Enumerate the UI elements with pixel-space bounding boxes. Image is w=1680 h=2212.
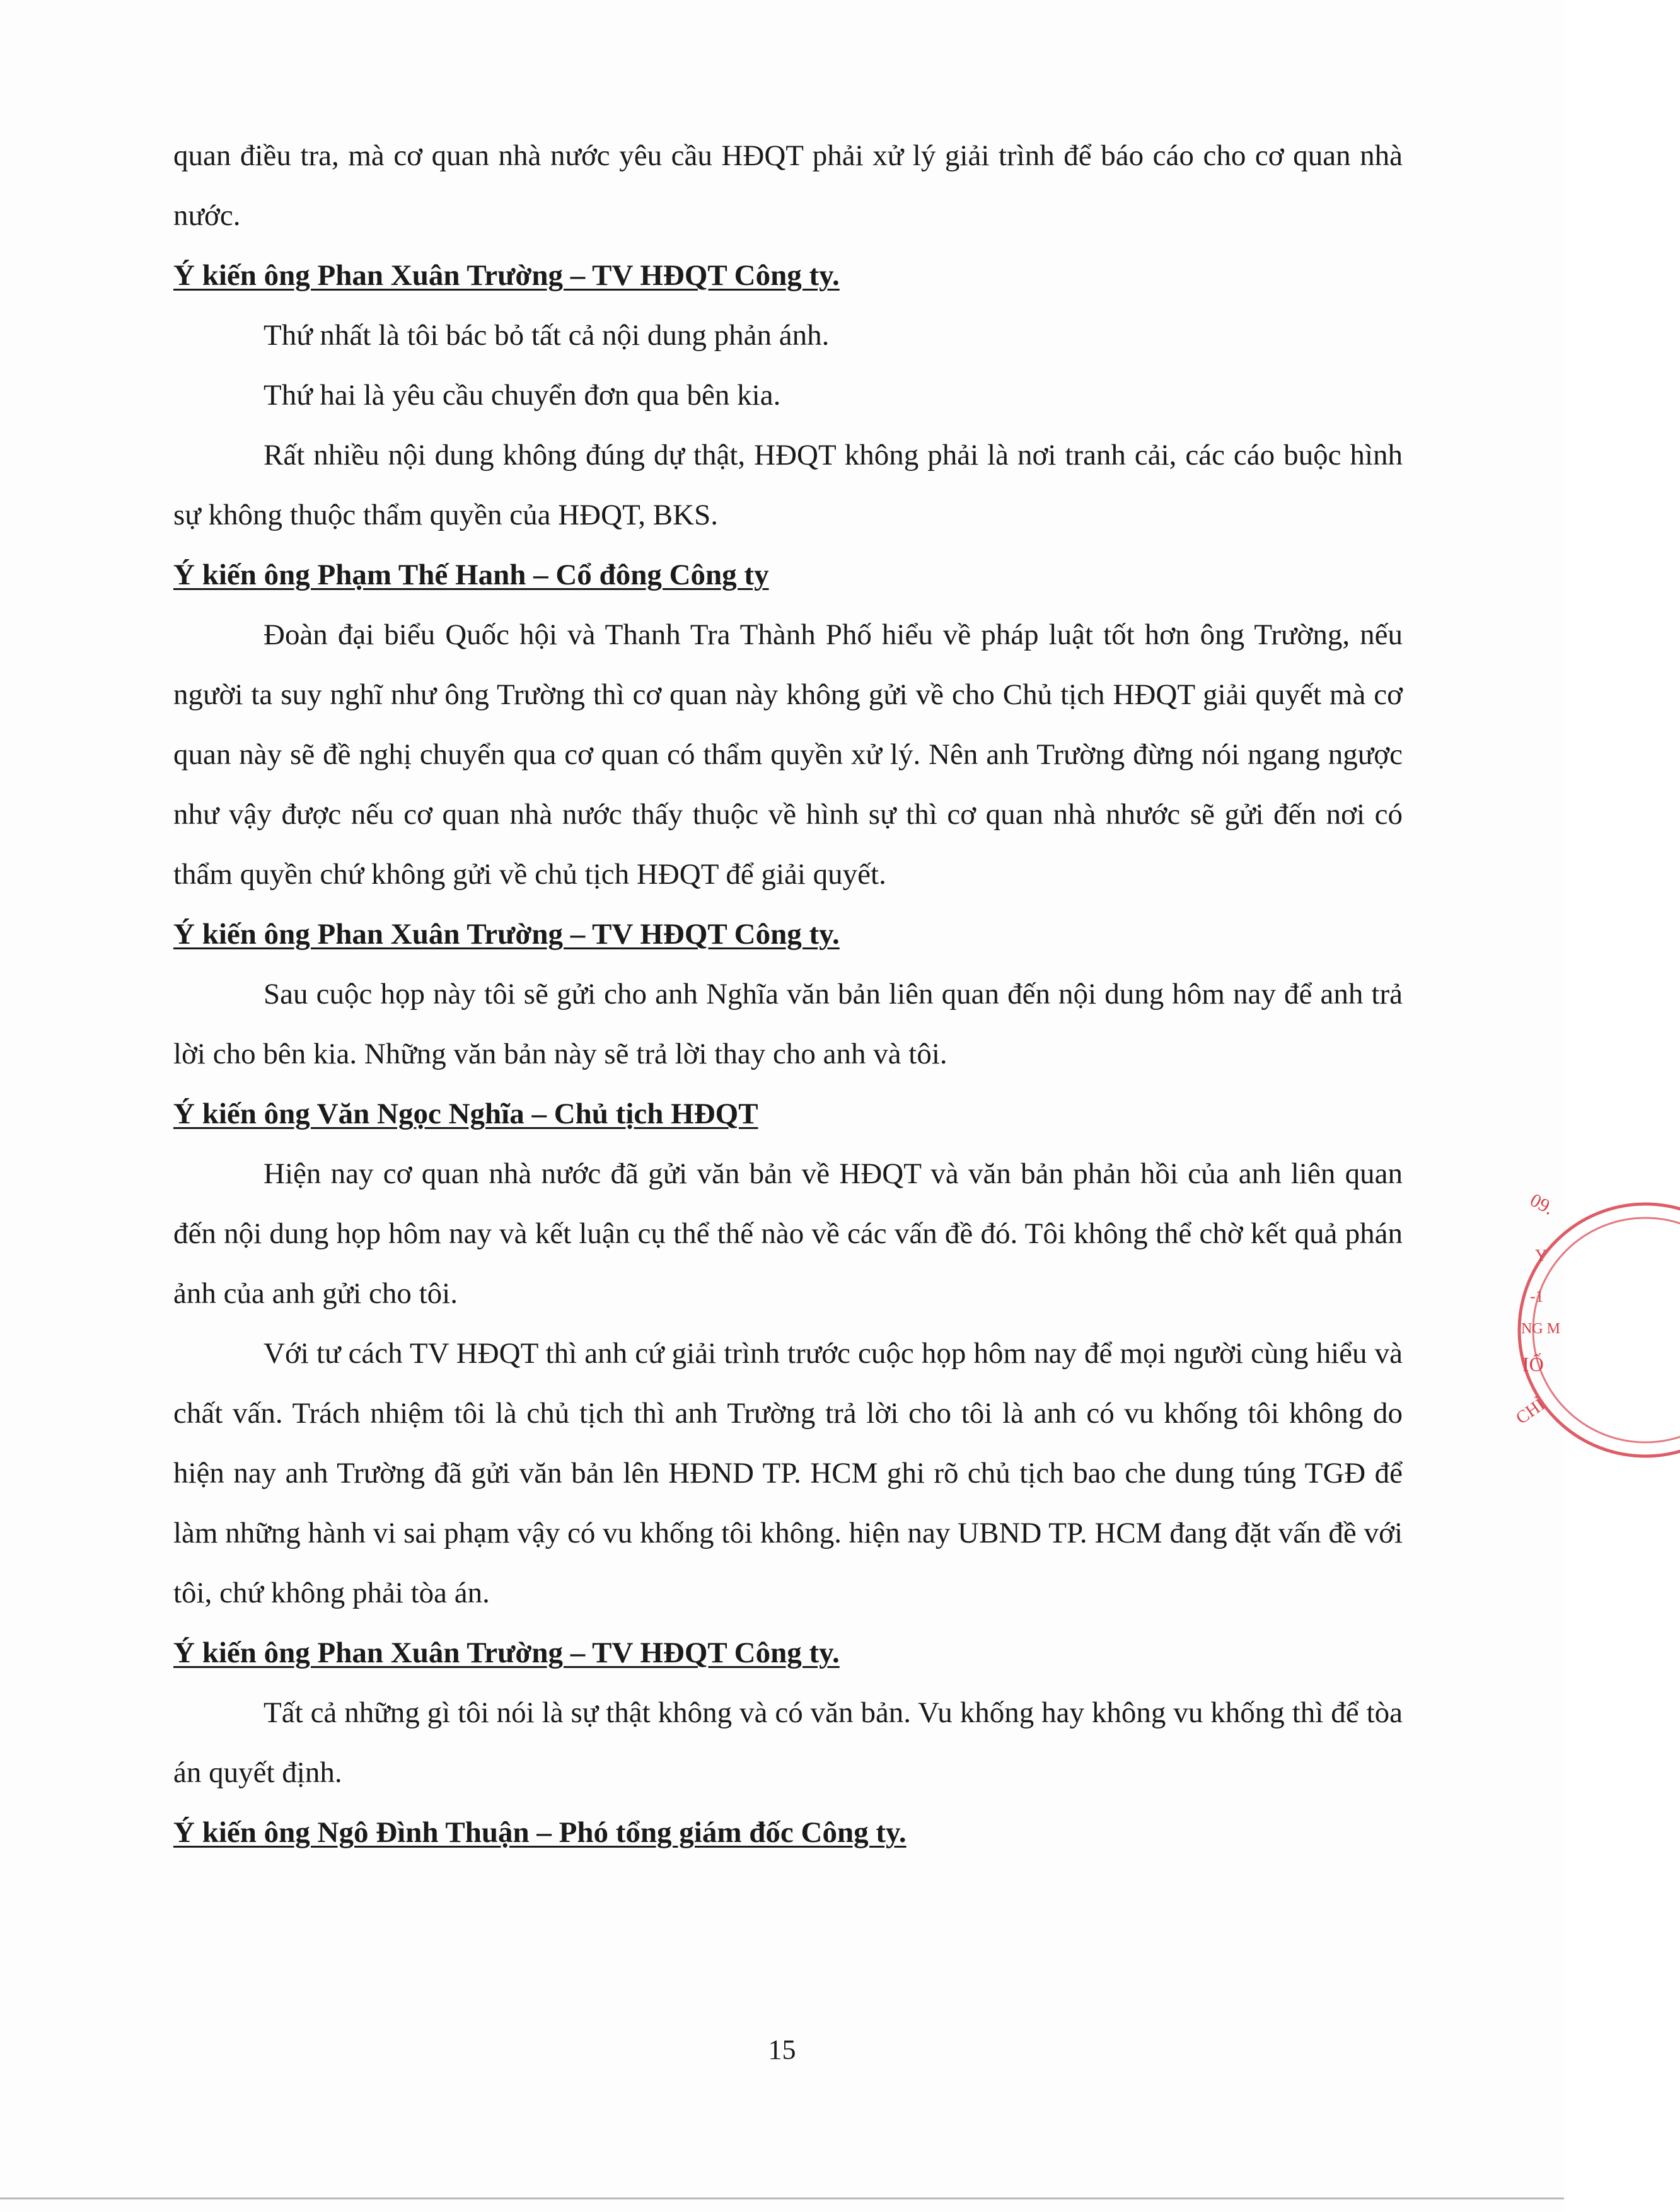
- svg-text:Y: Y: [1535, 1246, 1547, 1265]
- paragraph: Thứ nhất là tôi bác bỏ tất cả nội dung phản ánh.: [264, 319, 830, 352]
- paragraph: Với tư cách TV HĐQT thì anh cứ giải trình trước cuộc họp hôm nay để mọi người cùng hiểu và chất vấn. Trách nhiệm tôi là chủ tịch thì anh Trường trả lời cho tôi là anh có vu khống tôi không do hiện nay anh Trường đã gửi văn bản lên HĐND TP. HCM ghi rõ chủ tịch bao che dung túng TGĐ để làm những hành vi sai phạm vậy có vu khống tôi không. hiện nay UBND TP. HCM đang đặt vấn đề với tôi, chứ không phải tòa án.: [173, 1337, 1403, 1609]
- speaker-heading-truong-2: Ý kiến ông Phan Xuân Trường – TV HĐQT Công ty.: [173, 918, 840, 951]
- paragraph: Rất nhiều nội dung không đúng dự thật, HĐQT không phải là nơi tranh cải, các cáo buộc hình sự không thuộc thẩm quyền của HĐQT, BKS.: [173, 439, 1403, 531]
- page-number: 15: [768, 2034, 796, 2065]
- speaker-heading-truong-3: Ý kiến ông Phan Xuân Trường – TV HĐQT Công ty.: [173, 1636, 840, 1669]
- svg-text:-1: -1: [1530, 1287, 1544, 1306]
- svg-text:CHỈ: CHỈ: [1512, 1394, 1549, 1428]
- paragraph: Sau cuộc họp này tôi sẽ gửi cho anh Nghĩa văn bản liên quan đến nội dung hôm nay để anh trả lời cho bên kia. Những văn bản này sẽ trả lời thay cho anh và tôi.: [173, 978, 1403, 1070]
- paragraph: Đoàn đại biểu Quốc hội và Thanh Tra Thành Phố hiểu về pháp luật tốt hơn ông Trường, nếu người ta suy nghĩ như ông Trường thì cơ quan này không gửi về cho Chủ tịch HĐQT giải quyết mà cơ quan này sẽ đề nghị chuyển qua cơ quan có thẩm quyền xử lý. Nên anh Trường đừng nói ngang ngược như vậy được nếu cơ quan nhà nước thấy thuộc về hình sự thì cơ quan nhà nhước sẽ gửi đến nơi có thẩm quyền chứ không gửi về chủ tịch HĐQT để giải quyết.: [173, 618, 1403, 891]
- paragraph: Hiện nay cơ quan nhà nước đã gửi văn bản về HĐQT và văn bản phản hồi của anh liên quan đến nội dung họp hôm nay và kết luận cụ thể thế nào về các vấn đề đó. Tôi không thể chờ kết quả phán ảnh của anh gửi cho tôi.: [173, 1157, 1403, 1310]
- svg-text:NG M: NG M: [1521, 1321, 1561, 1337]
- svg-text:IỐ: IỐ: [1522, 1353, 1544, 1375]
- red-seal-stamp: [1512, 1166, 1564, 1494]
- paragraph: Tất cả những gì tôi nói là sự thật không và có văn bản. Vu khống hay không vu khống thì để tòa án quyết định.: [173, 1696, 1403, 1789]
- paragraph: Thứ hai là yêu cầu chuyển đơn qua bên kia.: [264, 379, 781, 412]
- speaker-heading-thuan: Ý kiến ông Ngô Đình Thuận – Phó tổng giám đốc Công ty.: [173, 1816, 907, 1849]
- speaker-heading-truong-1: Ý kiến ông Phan Xuân Trường – TV HĐQT Công ty.: [173, 259, 840, 292]
- svg-text:09.: 09.: [1526, 1190, 1558, 1219]
- paragraph-continuation: quan điều tra, mà cơ quan nhà nước yêu cầu HĐQT phải xử lý giải trình để báo cáo cho cơ quan nhà nước.: [173, 139, 1403, 232]
- scan-bottom-edge: [0, 2198, 1564, 2199]
- seal-stamp-icon: [1512, 1166, 1680, 1494]
- speaker-heading-hanh: Ý kiến ông Phạm Thế Hanh – Cổ đông Công ty: [173, 559, 769, 591]
- document-body: [173, 126, 1403, 1863]
- speaker-heading-nghia: Ý kiến ông Văn Ngọc Nghĩa – Chủ tịch HĐQT: [173, 1097, 758, 1130]
